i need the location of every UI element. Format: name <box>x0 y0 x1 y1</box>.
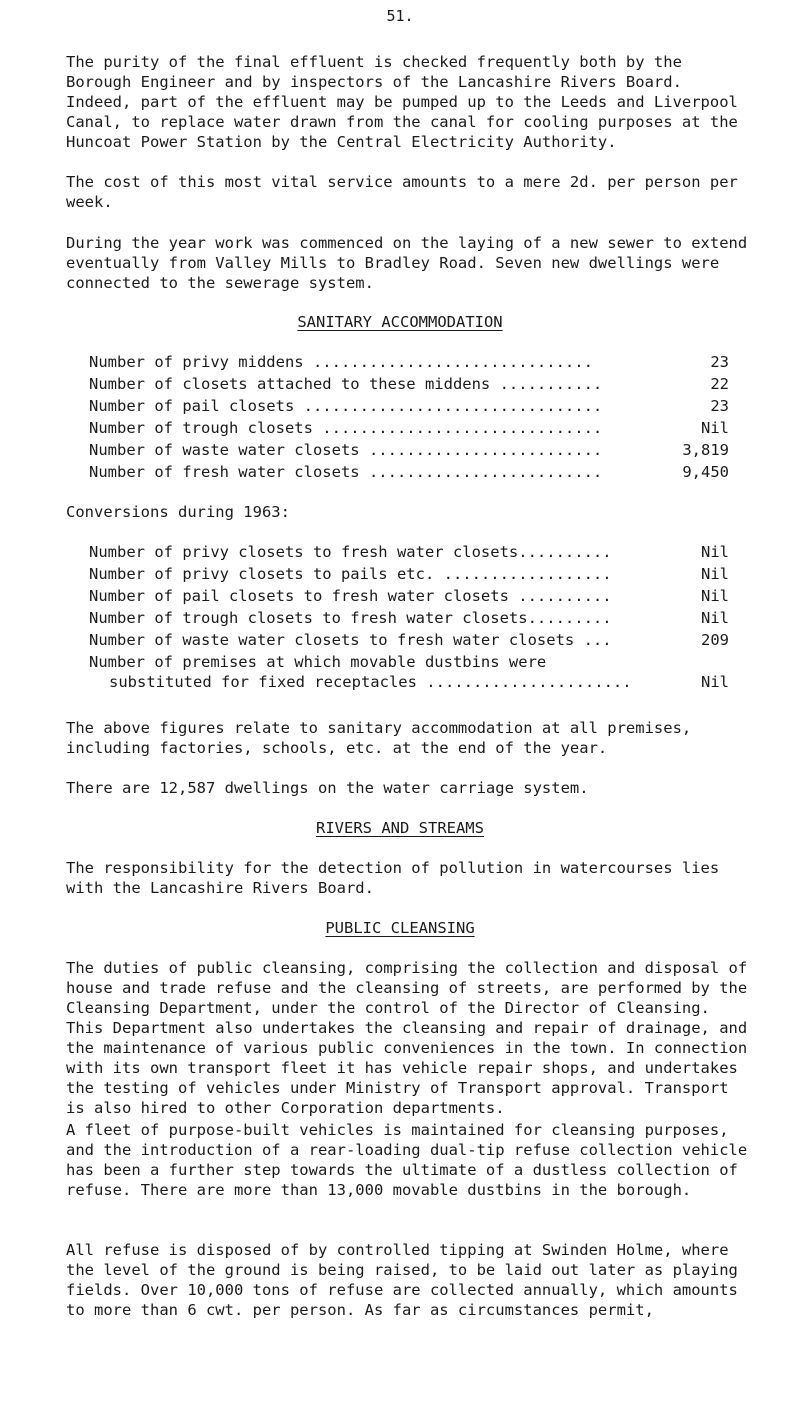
table-row <box>89 462 729 482</box>
row-value: 3,819 <box>682 441 729 459</box>
table-row <box>89 440 729 460</box>
row-label: Number of pail closets to fresh water closets .......... <box>89 587 612 605</box>
heading-public-cleansing: PUBLIC CLEANSING <box>325 919 475 937</box>
row-value: Nil <box>701 565 729 583</box>
row-label: Number of privy middens .............................. <box>89 353 593 371</box>
row-value: Nil <box>701 587 729 605</box>
paragraph-effluent: The purity of the final effluent is checked frequently both by the Borough Engineer and by inspectors of the Lancashire Rivers Board. Indeed, part of the effluent may be pumped up to the Leeds and Liverpool Canal, to replace water drawn from the canal for cooling purposes at the Huncoat Power Station by the Central Electricity Authority. <box>66 53 748 151</box>
table-row <box>89 352 729 372</box>
row-label: Number of fresh water closets ......................... <box>89 463 603 481</box>
paragraph-rivers: The responsibility for the detection of pollution in watercourses lies with the Lancashire Rivers Board. <box>66 859 729 897</box>
table-row <box>89 586 729 606</box>
row-value: 209 <box>701 631 729 649</box>
table-row <box>89 630 729 650</box>
row-label-continued: substituted for fixed receptacles ...................... <box>109 673 632 691</box>
conversions-heading: Conversions during 1963: <box>66 503 290 521</box>
row-value: Nil <box>701 609 729 627</box>
table-row <box>89 542 729 562</box>
row-label: Number of waste water closets ......................... <box>89 441 603 459</box>
row-value: 23 <box>710 353 729 371</box>
heading-sanitary-accommodation: SANITARY ACCOMMODATION <box>297 313 503 331</box>
row-label: Number of closets attached to these middens ........... <box>89 375 603 393</box>
row-value: 22 <box>710 375 729 393</box>
paragraph-cost: The cost of this most vital service amounts to a mere 2d. per person per week. <box>66 173 748 211</box>
paragraph-cleansing-fleet: A fleet of purpose-built vehicles is maintained for cleansing purposes, and the introduction of a rear-loading dual-tip refuse collection vehicle has been a further step towards the ultimate of a dustless collection of refuse. There are more than 13,000 movable dustbins in the borough. <box>66 1121 757 1199</box>
row-value: Nil <box>701 419 729 437</box>
page-number: 51. <box>386 7 414 25</box>
row-value: 9,450 <box>682 463 729 481</box>
row-label: Number of privy closets to pails etc. .................. <box>89 565 612 583</box>
paragraph-refuse-disposal: All refuse is disposed of by controlled tipping at Swinden Holme, where the level of the ground is being raised, to be laid out later as playing fields. Over 10,000 tons of refuse are collected annually, which amounts to more than 6 cwt. per person. As far as circumstances permit, <box>66 1241 748 1319</box>
row-value: Nil <box>701 673 729 691</box>
row-value: Nil <box>701 543 729 561</box>
row-label: Number of trough closets to fresh water closets......... <box>89 609 612 627</box>
table-row <box>89 374 729 394</box>
row-label: Number of premises at which movable dustbins were <box>89 653 547 671</box>
table-row <box>89 564 729 584</box>
row-label: Number of trough closets .............................. <box>89 419 603 437</box>
paragraph-figures-note: The above figures relate to sanitary accommodation at all premises, including factories, schools, etc. at the end of the year. <box>66 719 701 757</box>
row-value: 23 <box>710 397 729 415</box>
table-row <box>89 396 729 416</box>
paragraph-sewer: During the year work was commenced on the laying of a new sewer to extend eventually from Valley Mills to Bradley Road. Seven new dwellings were connected to the sewerage system. <box>66 234 757 292</box>
row-label: Number of waste water closets to fresh water closets ... <box>89 631 612 649</box>
row-label: Number of privy closets to fresh water closets.......... <box>89 543 612 561</box>
table-row <box>89 418 729 438</box>
table-row <box>89 652 729 692</box>
paragraph-cleansing-duties: The duties of public cleansing, comprising the collection and disposal of house and trade refuse and the cleansing of streets, are performed by the Cleansing Department, under the control of the Director of Cleansing. This Department also undertakes the cleansing and repair of drainage, and the maintenance of various public conveniences in the town. In connection with its own transport fleet it has vehicle repair shops, and undertakes the testing of vehicles under Ministry of Transport approval. Transport is also hired to other Corporation departments. <box>66 959 757 1117</box>
paragraph-dwellings: There are 12,587 dwellings on the water carriage system. <box>66 779 589 797</box>
heading-rivers-and-streams: RIVERS AND STREAMS <box>316 819 484 837</box>
table-row <box>89 608 729 628</box>
row-label: Number of pail closets ................................ <box>89 397 603 415</box>
